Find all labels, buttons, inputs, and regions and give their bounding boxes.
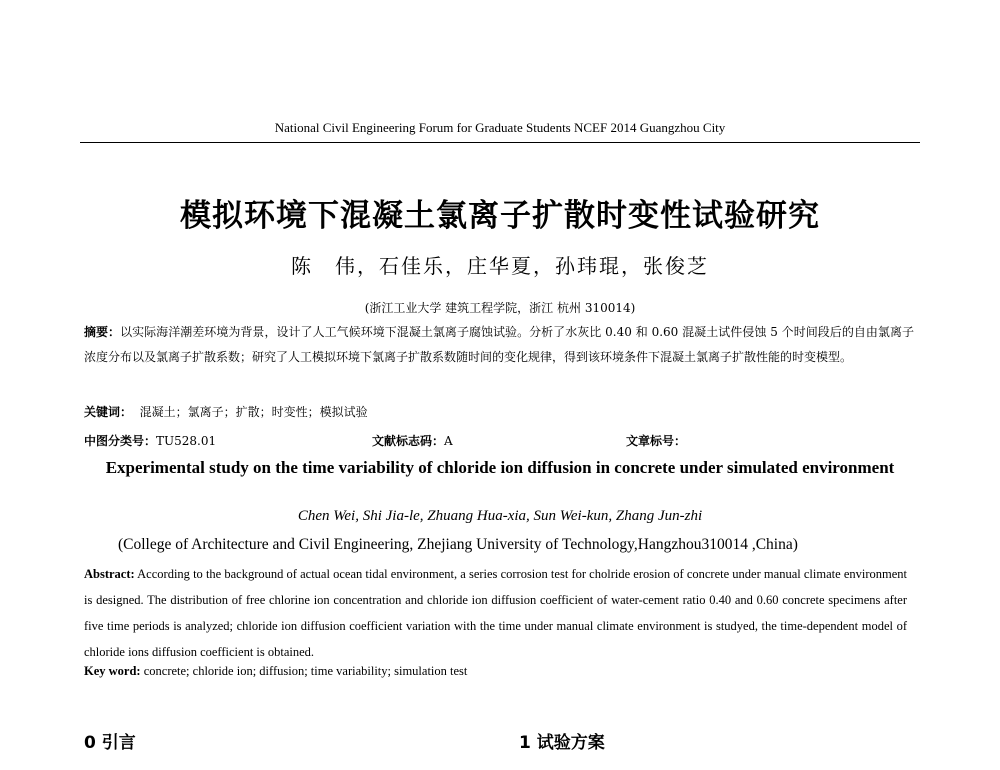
clc-value: TU528.01 — [156, 434, 217, 448]
clc-number — [84, 432, 216, 449]
header-rule — [80, 142, 920, 143]
chinese-affiliation: (浙江工业大学 建筑工程学院，浙江 杭州 310014) — [364, 301, 636, 315]
english-abstract-text: According to the background of actual ocean tidal environment, a series corrosion test for cholride erosion of concrete under manual climate environment is designed. The distribution of free chlorine ion concentration and chloride ion diffusion coefficient of water-cement ratio 0.40 and 0.60 concrete specimens after five time periods is analyzed; chloride ion diffusion coefficient variation with the time under manual climate environment is studyed, the time-dependent model of chloride ions diffusion coefficient is obtained. — [84, 567, 907, 659]
document-code-label: 文献标志码： — [372, 434, 445, 448]
section-heading-introduction: 0 引言 — [84, 733, 136, 753]
section-heading-test-plan: 1 试验方案 — [519, 733, 605, 753]
article-number-label: 文章标号： — [626, 434, 687, 448]
chinese-keywords-text: 混凝土；氯离子；扩散；时变性；模拟试验 — [139, 405, 368, 419]
english-abstract — [84, 561, 907, 665]
article-number — [626, 432, 686, 449]
english-title: Experimental study on the time variability of chloride ion diffusion in concrete under simulated environment — [105, 458, 895, 477]
chinese-abstract-text: 以实际海洋潮差环境为背景，设计了人工气候环境下混凝土氯离子腐蚀试验。分析了水灰比 0.40 和 0.60 混凝土试件侵蚀 5 个时间段后的自由氯离子浓度分布以及氯离子扩散系数；研究了人工模拟环境下氯离子扩散系数随时间的变化规律，得到该环境条件下混凝土氯离子扩散性能的时变模型。 — [84, 325, 914, 364]
clc-label: 中图分类号： — [84, 434, 157, 448]
chinese-title: 模拟环境下混凝土氯离子扩散时变性试验研究 — [180, 198, 820, 234]
chinese-keywords — [84, 403, 368, 420]
document-code — [372, 432, 453, 449]
english-keywords-label: Key word: — [84, 664, 141, 678]
english-affiliation: (College of Architecture and Civil Engineering, Zhejiang University of Technology,Hangzhou310014 ,China) — [118, 536, 798, 553]
english-authors: Chen Wei, Shi Jia-le, Zhuang Hua-xia, Sun Wei-kun, Zhang Jun-zhi — [297, 508, 703, 524]
chinese-authors: 陈 伟，石佳乐，庄华夏，孙玮琨，张俊芝 — [291, 254, 709, 278]
document-code-value: A — [444, 434, 453, 448]
english-abstract-label: Abstract: — [84, 567, 135, 581]
cut-off-body-text — [84, 758, 914, 770]
chinese-abstract — [84, 320, 914, 370]
english-keywords-text: concrete; chloride ion; diffusion; time variability; simulation test — [143, 664, 468, 678]
running-header: National Civil Engineering Forum for Graduate Students NCEF 2014 Guangzhou City — [274, 120, 726, 135]
english-keywords — [84, 664, 467, 679]
chinese-abstract-label: 摘要： — [84, 325, 121, 339]
chinese-keywords-label: 关键词： — [84, 405, 133, 419]
